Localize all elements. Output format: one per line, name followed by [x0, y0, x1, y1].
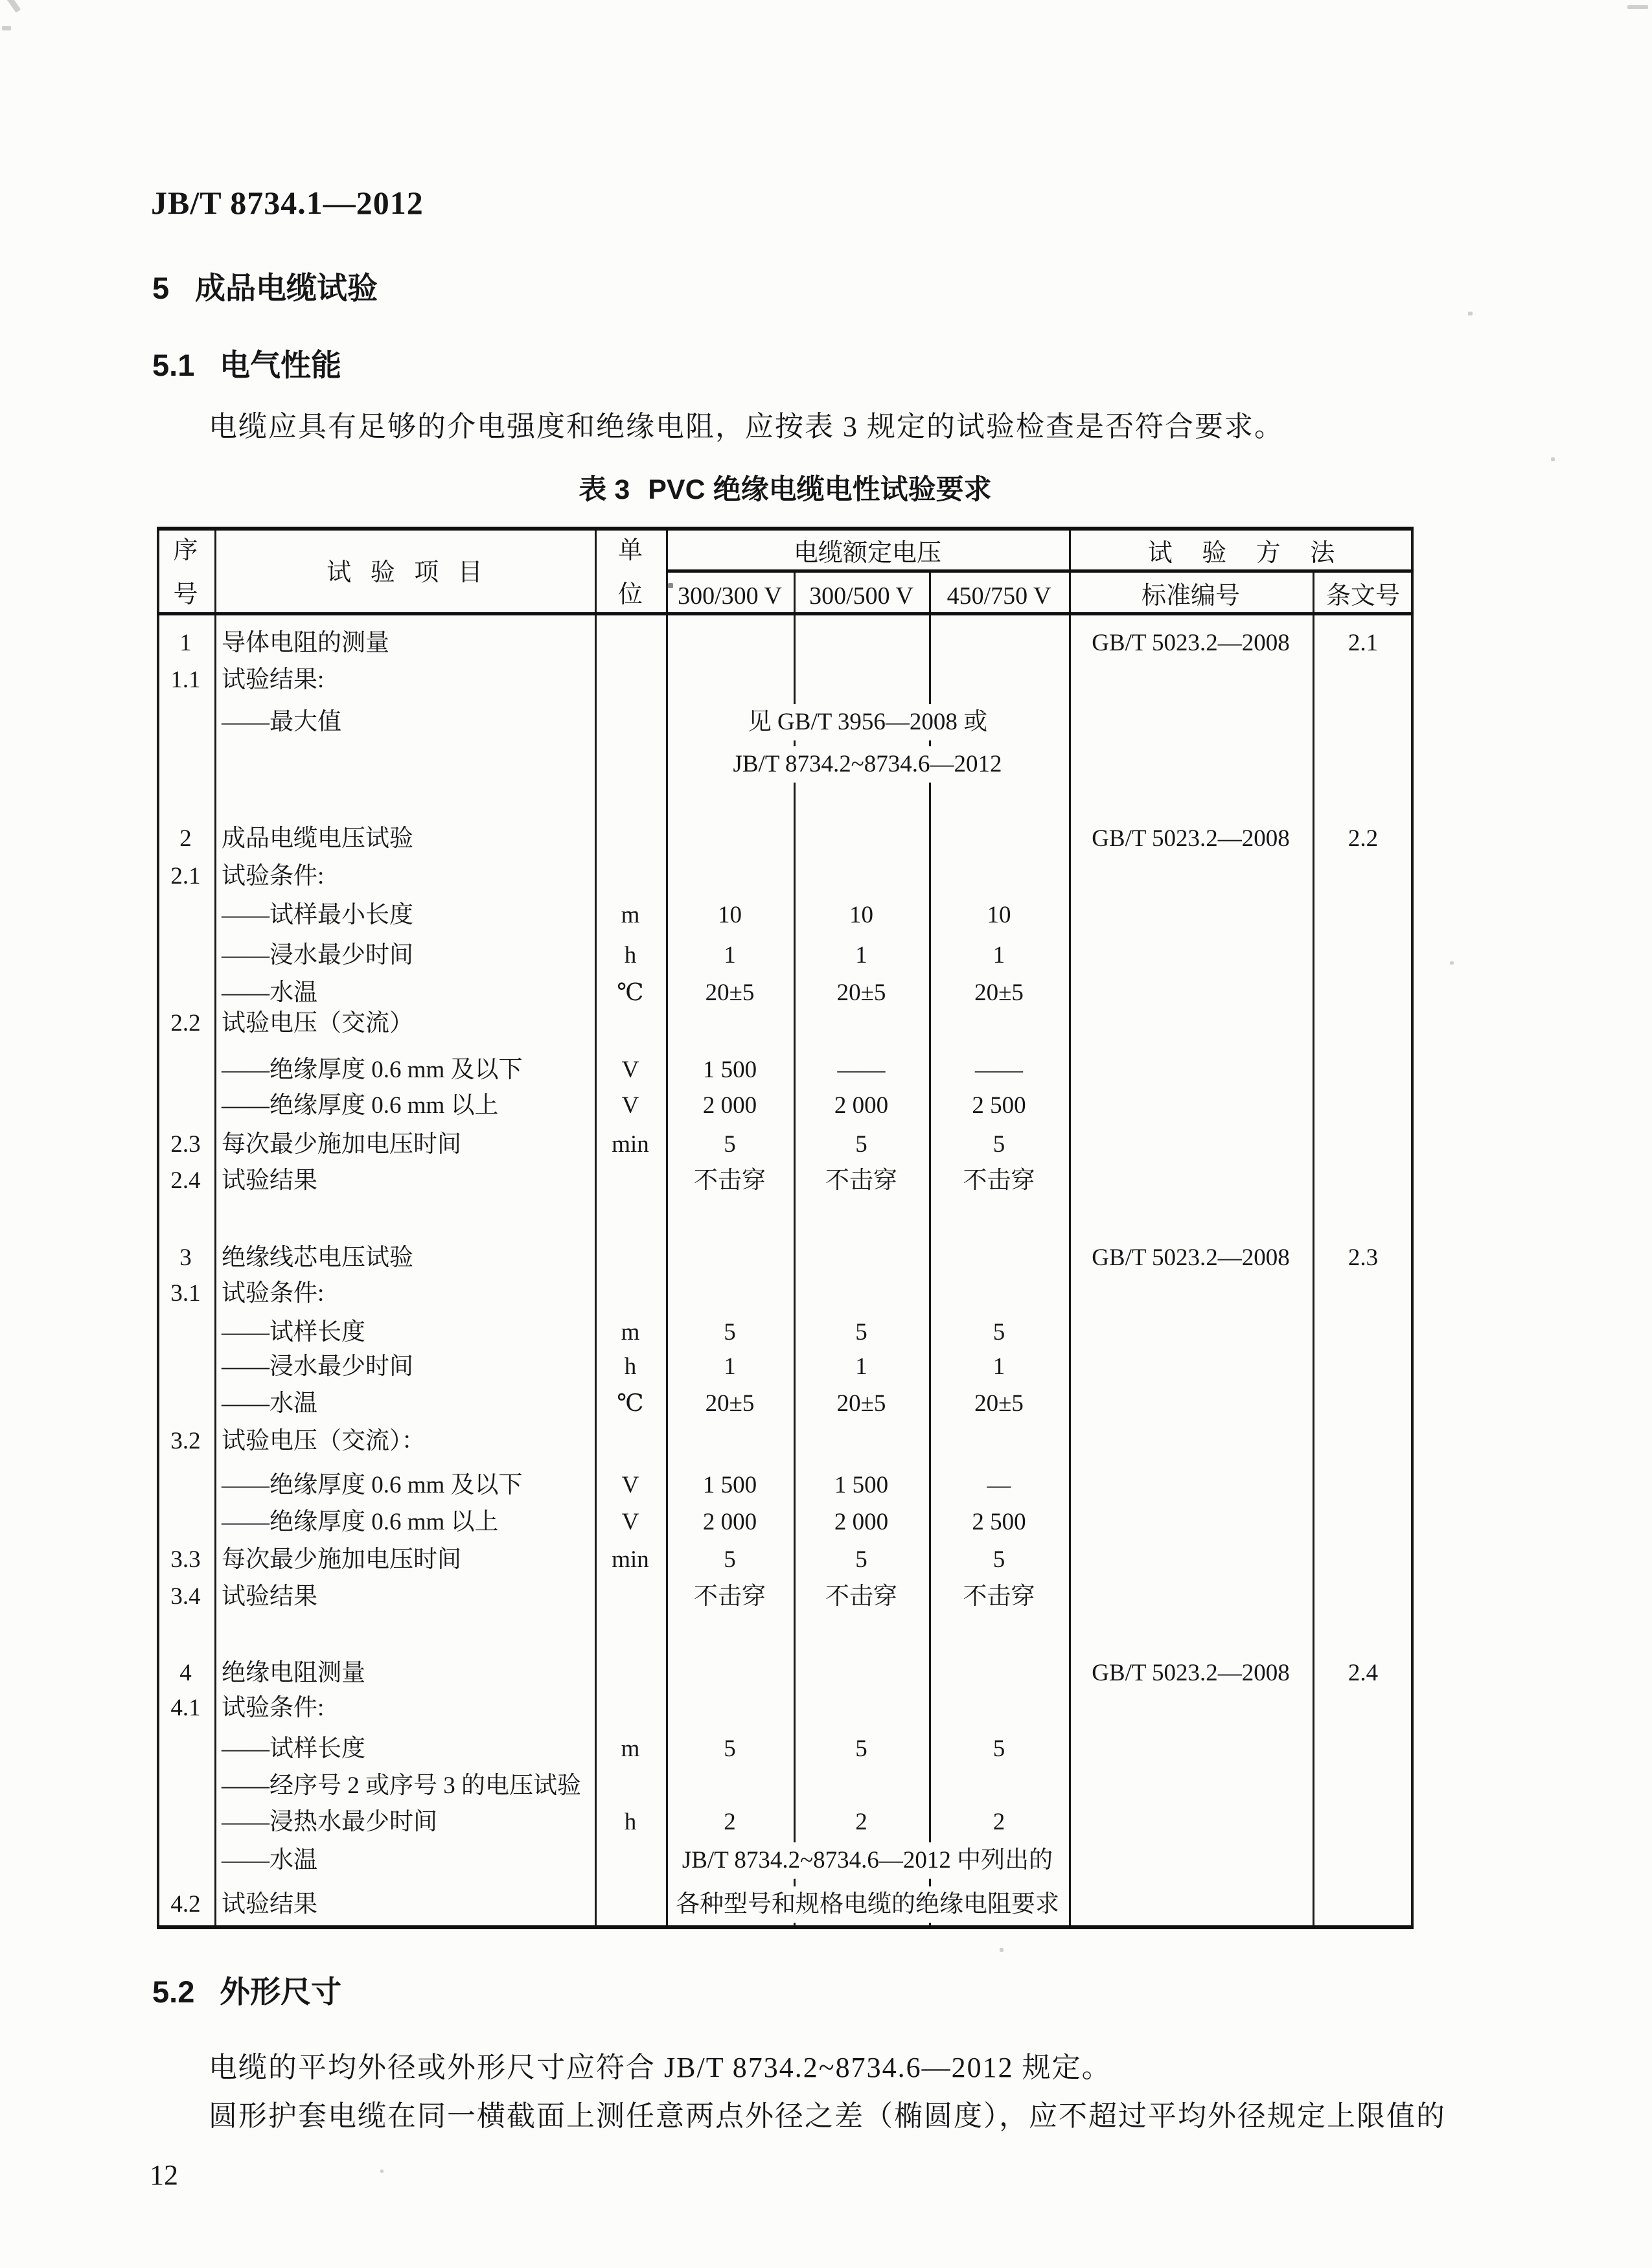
paragraph-5-2-line2: 圆形护套电缆在同一横截面上测任意两点外径之差（椭圆度），应不超过平均外径规定上限值的 — [209, 2100, 1446, 2132]
table-row: 2.3 每次最少施加电压时间 min 5 5 5 — [170, 1131, 1005, 1158]
scan-speck — [1000, 1948, 1004, 1952]
table-row: ——浸水最少时间 h 1 1 1 — [222, 942, 1005, 968]
table-row: 2.1 试验条件: — [170, 863, 325, 889]
table-row: ——试样最小长度 m 10 10 10 — [222, 902, 1011, 928]
table-3 — [157, 527, 1414, 1929]
table-row: ——经序号 2 或序号 3 的电压试验 — [222, 1772, 581, 1799]
table-row: ——绝缘厚度 0.6 mm 以上 V 2 000 2 000 2 500 — [222, 1509, 1026, 1535]
table-row: ——浸水最少时间 h 1 1 1 — [222, 1353, 1005, 1380]
scan-speck — [380, 2170, 384, 2173]
page-number: 12 — [150, 2159, 178, 2191]
header-unit: 位 — [617, 581, 643, 608]
table-row: JB/T 8734.2~8734.6—2012 — [157, 746, 1414, 783]
table-row: ——浸热水最少时间 h 2 2 2 — [222, 1809, 1005, 1835]
section-number: 5.1 — [152, 348, 195, 382]
header-voltage-group: 电缆额定电压 — [793, 540, 941, 567]
paragraph-5-1: 电缆应具有足够的介电强度和绝缘电阻，应按表 3 规定的试验检查是否符合要求。 — [209, 411, 1284, 442]
table-row: 3.1 试验条件: — [170, 1280, 325, 1307]
table-row: ——水温 JB/T 8734.2~8734.6—2012 中列出的 — [157, 1842, 1414, 1879]
section-title: 成品电缆试验 — [195, 271, 378, 305]
table-row: 1.1 试验结果: — [170, 667, 325, 693]
section-5-heading — [152, 264, 378, 308]
table-3-caption — [157, 468, 1414, 507]
table-row: 3.3 每次最少施加电压时间 min 5 5 5 — [170, 1546, 1005, 1573]
table-row: 3 绝缘线芯电压试验 GB/T 5023.2—2008 2.3 — [179, 1244, 1379, 1271]
header-divider — [666, 569, 1414, 573]
header-300-300: 300/300 V — [678, 582, 782, 610]
header-item: 试 验 项 目 — [327, 559, 489, 586]
table-row: 2.2 试验电压（交流） — [170, 1010, 413, 1037]
section-number: 5 — [152, 271, 170, 305]
table-row: 3.2 试验电压（交流）： — [170, 1428, 426, 1454]
header-bottom-line — [157, 612, 1414, 615]
table-row: ——绝缘厚度 0.6 mm 及以下 V 1 500 —— —— — [222, 1057, 1023, 1083]
table-row: ——绝缘厚度 0.6 mm 以上 V 2 000 2 000 2 500 — [222, 1092, 1026, 1119]
scan-speck — [6, 0, 21, 13]
table-row: ——试样长度 m 5 5 5 — [222, 1735, 1005, 1762]
table-row: ——最大值 见 GB/T 3956—2008 或 — [157, 704, 1414, 740]
header-standard-no: 标准编号 — [1141, 582, 1240, 610]
header-article-no: 条文号 — [1325, 582, 1400, 610]
section-5-2-heading — [152, 1968, 341, 2011]
doc-number: JB/T 8734.1—2012 — [151, 185, 424, 221]
table-row: ——试样长度 m 5 5 5 — [222, 1319, 1005, 1346]
paragraph-5-2-line1: 电缆的平均外径或外形尺寸应符合 JB/T 8734.2~8734.6—2012 规定。 — [209, 2052, 1112, 2083]
table-row: ——绝缘厚度 0.6 mm 及以下 V 1 500 1 500 — — [222, 1472, 1011, 1498]
section-5-1-heading — [152, 341, 341, 385]
table-row: 1 导体电阻的测量 GB/T 5023.2—2008 2.1 — [179, 630, 1379, 656]
header-450-750: 450/750 V — [946, 582, 1051, 610]
table-caption-label: 表 3 — [579, 474, 630, 505]
table-border-bottom — [157, 1925, 1414, 1929]
table-border-top — [157, 527, 1414, 531]
header-300-500: 300/500 V — [809, 582, 913, 610]
header-method-group: 试 验 方 法 — [1147, 540, 1347, 567]
section-title: 外形尺寸 — [220, 1975, 341, 2009]
header-unit: 单 — [617, 537, 643, 564]
table-row: 2.4 试验结果 不击穿 不击穿 不击穿 — [170, 1167, 1035, 1194]
table-row: 4.1 试验条件: — [170, 1695, 325, 1721]
section-title: 电气性能 — [220, 348, 341, 382]
table-row: 4 绝缘电阻测量 GB/T 5023.2—2008 2.4 — [179, 1660, 1379, 1686]
table-row: ——水温 ℃ 20±5 20±5 20±5 — [222, 979, 1024, 1006]
table-row: 3.4 试验结果 不击穿 不击穿 不击穿 — [170, 1583, 1035, 1610]
section-number: 5.2 — [152, 1975, 195, 2009]
scan-speck — [1450, 961, 1454, 965]
scan-speck — [1551, 457, 1555, 461]
header-seq: 号 — [173, 581, 198, 608]
header-seq: 序 — [173, 537, 198, 564]
scan-speck — [1627, 5, 1648, 9]
table-row: 4.2 试验结果 各种型号和规格电缆的绝缘电阻要求 — [157, 1886, 1414, 1923]
table-caption-title: PVC 绝缘电缆电性试验要求 — [648, 474, 992, 505]
table-row: ——水温 ℃ 20±5 20±5 20±5 — [222, 1390, 1024, 1417]
scan-speck — [2, 26, 11, 30]
table-row: 2 成品电缆电压试验 GB/T 5023.2—2008 2.2 — [179, 825, 1379, 852]
scan-speck — [1468, 312, 1473, 315]
